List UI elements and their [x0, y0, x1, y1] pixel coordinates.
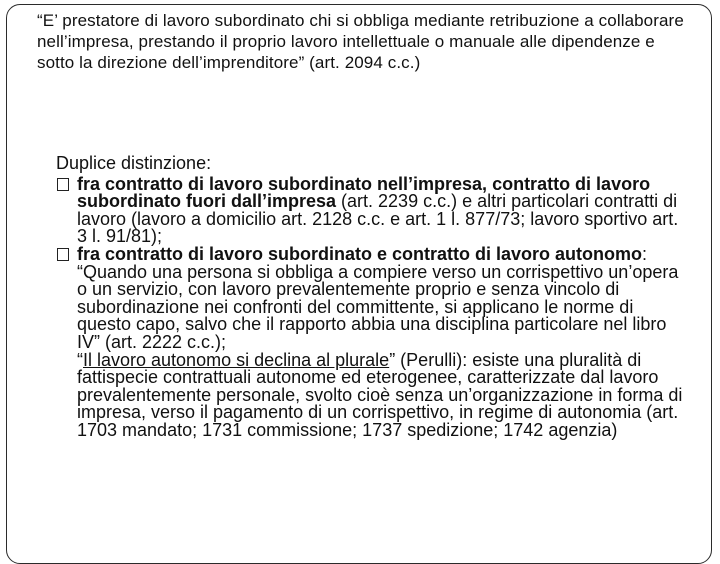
open-quote: “ [77, 349, 83, 370]
bullet-item [56, 243, 684, 352]
section-heading: Duplice distinzione: [56, 153, 212, 173]
square-bullet-icon [57, 248, 69, 261]
square-bullet-icon [57, 178, 69, 191]
bullet-text: : “Quando una persona si obbliga a compiere verso un corrispettivo un’opera o un servizio, con lavoro prevalentemente proprio e senza vincolo di subordinazione nei confronti del committente, si applicano le norme di questo capo, salvo che il rapporto abbia una disciplina particolare nel libro IV” (art. 2222 c.c.); [77, 243, 679, 352]
bullet-item [56, 173, 684, 247]
bullet-bold-text: fra contratto di lavoro subordinato nell’impresa, contratto di lavoro subordinato fuori dall’impresa [77, 173, 651, 212]
bullet-bold-text: fra contratto di lavoro subordinato e contratto di lavoro autonomo [77, 243, 643, 264]
definition-quote: “E’ prestatore di lavoro subordinato chi si obbliga mediante retribuzione a collaborare nell’impresa, prestando il proprio lavoro intellettuale o manuale alle dipendenze e sotto la direzione dell’imprenditore” (art. 2094 c.c.) [37, 11, 684, 72]
continuation-text: ” (Perulli): esiste una pluralità di fattispecie contrattuali autonome ed eterogenee, caratterizzate dal lavoro prevalentemente personale, svolto cioè senza un’organizzazione in forma di impresa, verso il pagamento di un corrispettivo, in regime di autonomia (art. 1703 mandato; 1731 commissione; 1737 spedizione; 1742 agenzia) [77, 349, 683, 440]
bullet-text: (art. 2239 c.c.) e altri particolari contratti di lavoro (lavoro a domicilio art. 2128 c.c. e art. 1 l. 877/73; lavoro sportivo art. 3 l. 91/81); [77, 191, 679, 247]
slide-content [56, 155, 684, 440]
underlined-phrase: Il lavoro autonomo si declina al plurale [83, 349, 390, 370]
continuation-paragraph [56, 349, 684, 440]
